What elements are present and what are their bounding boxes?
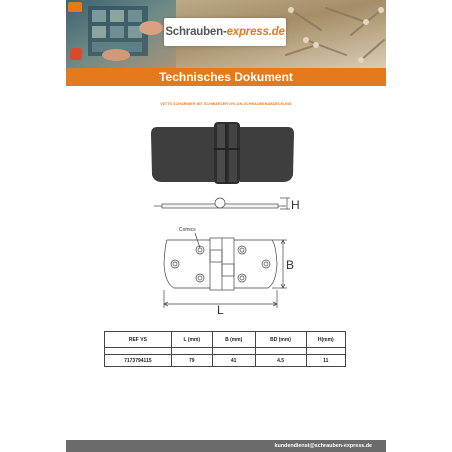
hinge-front-view bbox=[164, 233, 287, 308]
brand-name-accent: express.de bbox=[226, 26, 285, 38]
hinge-photo bbox=[151, 122, 294, 184]
header-length: L (mm) bbox=[171, 332, 212, 348]
document-title: Technisches Dokument bbox=[159, 70, 293, 84]
header-height: H(mm) bbox=[306, 332, 345, 348]
spec-table bbox=[104, 331, 346, 367]
cell-ref: 7173794115 bbox=[105, 355, 172, 367]
header-banner bbox=[66, 0, 386, 68]
header-bore: BD (mm) bbox=[255, 332, 306, 348]
hinge-technical-drawing bbox=[140, 112, 320, 317]
hinge-side-view bbox=[154, 198, 290, 209]
label-comics: Comics bbox=[179, 227, 196, 233]
header-ref: REF VS bbox=[105, 332, 172, 348]
brand-name-main: Schrauben- bbox=[165, 26, 227, 38]
cell-width: 41 bbox=[212, 355, 255, 367]
cell-height: 11 bbox=[306, 355, 345, 367]
dim-label-l: L bbox=[217, 303, 224, 317]
table-spacer-row bbox=[105, 348, 346, 355]
footer-email: kundendienst@schrauben-express.de bbox=[274, 443, 372, 449]
cell-bore: 4.5 bbox=[255, 355, 306, 367]
table-header-row bbox=[105, 332, 346, 348]
product-subtitle: V6TTS SCHARNIER MIT SCHWARZER NYLON-SCHRAUBENABDECKUNG bbox=[160, 102, 292, 106]
footer-bar bbox=[66, 440, 386, 452]
header-width: B (mm) bbox=[212, 332, 255, 348]
title-bar bbox=[66, 68, 386, 86]
dim-label-h: H bbox=[291, 198, 300, 212]
brand-logo bbox=[164, 18, 286, 46]
cell-length: 79 bbox=[171, 355, 212, 367]
table-row bbox=[105, 355, 346, 367]
dim-label-b: B bbox=[286, 258, 295, 272]
